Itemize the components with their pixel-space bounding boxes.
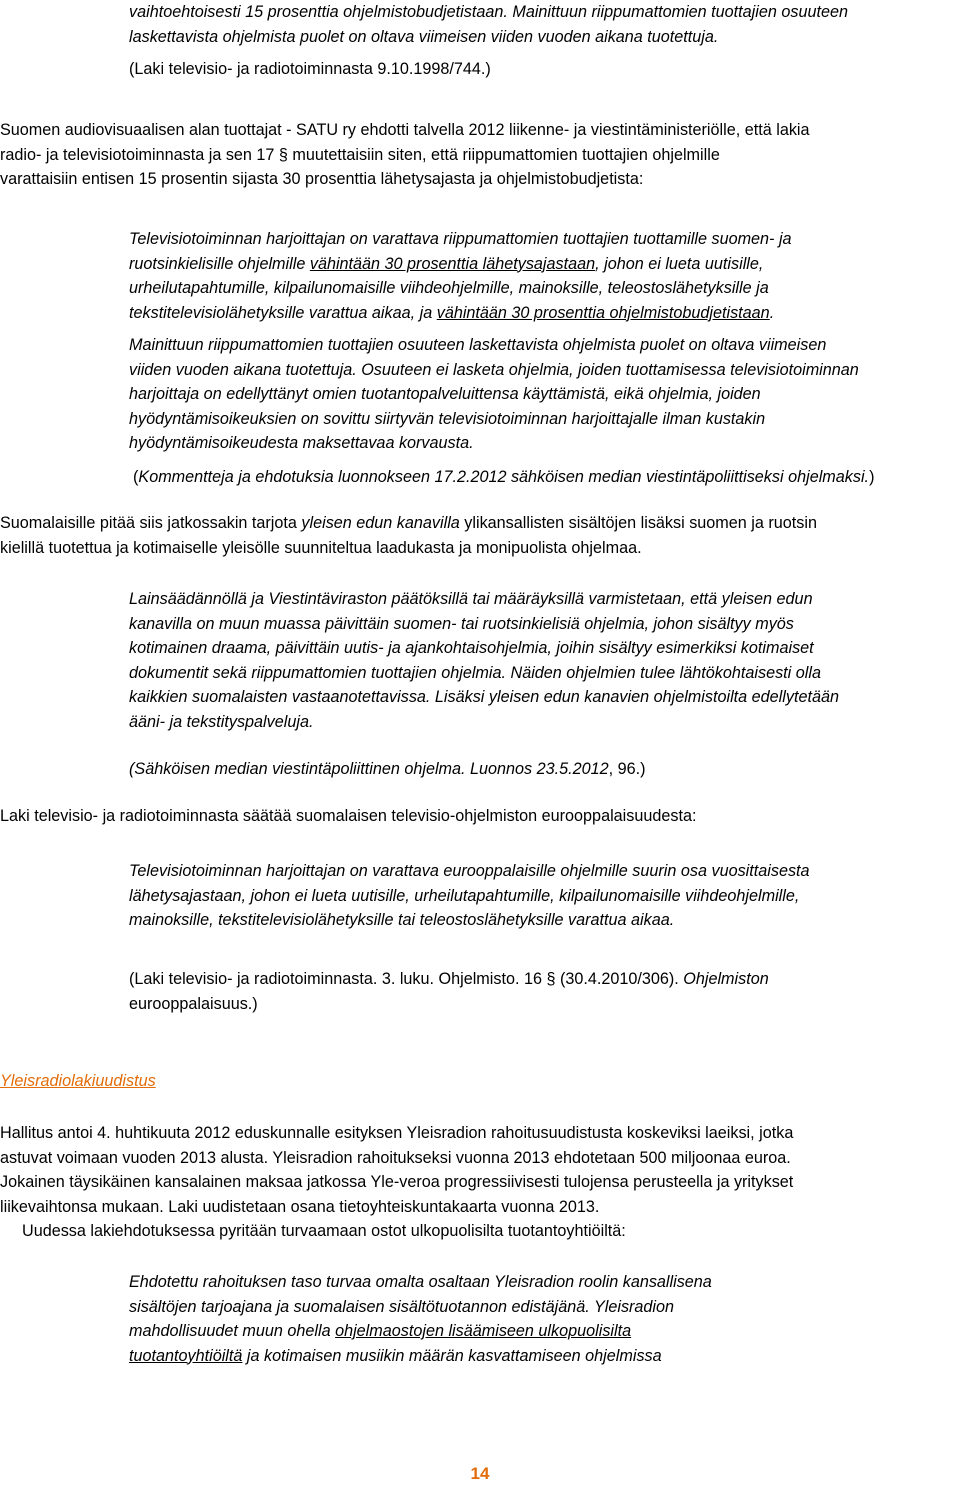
section-heading-text: Yleisradiolakiuudistus	[0, 1072, 156, 1090]
paragraph-line: varattaisiin entisen 15 prosentin sijasta 30 prosenttia lähetysajasta ja ohjelmistobudjetista:	[0, 170, 644, 188]
quote-line: tekstitelevisiolähetyksille varattua aikaa, ja vähintään 30 prosenttia ohjelmistobudjetistaan.	[129, 303, 775, 322]
quote-line: kaikkien suomalaisten vastaanotettavissa. Lisäksi yleisen edun kanavien ohjelmistoilta edellytetään	[129, 688, 839, 706]
quote-line: kanavilla on muun muassa päivittäin suomen- tai ruotsinkielisiä ohjelmia, johon sisältyy myös	[129, 614, 794, 633]
quote-line: harjoittaja on edellyttänyt omien tuotantopalveluittensa käyttämistä, eikä ohjelmia, joiden	[129, 385, 761, 403]
quote-line: Mainittuun riippumattomien tuottajien osuuteen laskettavista ohjelmista puolet on oltava viimeisen	[129, 336, 827, 354]
quote-line: Ehdotettu rahoituksen taso turvaa omalta osaltaan Yleisradion roolin kansallisena	[129, 1273, 712, 1291]
paragraph-line: Laki televisio- ja radiotoiminnasta säätää suomalaisen televisio-ohjelmiston eurooppalaisuudesta:	[0, 807, 697, 825]
top-citation: (Laki televisio- ja radiotoiminnasta 9.10.1998/744.)	[129, 60, 491, 78]
paragraph-line: radio- ja televisiotoiminnasta ja sen 17 § muutettaisiin siten, että riippumattomien tuottajien ohjelmille	[0, 145, 720, 164]
satu-paragraph	[0, 118, 952, 192]
quote-block-2	[129, 333, 930, 489]
quote-line: hyödyntämisoikeuksien on sovittu siirtyvän televisiotoiminnan harjoittajalle ilman kustakin	[129, 409, 766, 428]
quote-citation: (Kommentteja ja ehdotuksia luonnokseen 17.2.2012 sähköisen median viestintäpoliittiseksi ohjelmaksi.)	[133, 467, 875, 486]
paragraph-line: liikevaihtonsa mukaan. Laki uudistetaan osana tietoyhteiskuntakaarta vuonna 2013.	[0, 1197, 600, 1216]
quote-line: mainoksille, tekstitelevisiolähetyksille tai teleostoslähetyksille varattua aikaa.	[129, 911, 675, 929]
emphasis-underline: ohjelmaostojen lisäämiseen ulkopuolisilta	[335, 1322, 632, 1340]
quote-line: dokumentit sekä riippumattomien tuottajien ohjelmia. Näiden ohjelmien tulee lähtökohtaisesti olla	[129, 663, 821, 682]
paragraph-line: Hallitus antoi 4. huhtikuuta 2012 eduskunnalle esityksen Yleisradion rahoitusuudistusta koskeviksi laeiksi, jotka	[0, 1124, 794, 1142]
emphasis-italic: yleisen edun kanavilla	[301, 514, 460, 532]
quote-line: viiden vuoden aikana tuotettuja. Osuuteen ei lasketa ohjelmia, joiden tuottamisessa televisiotoiminnan	[129, 360, 859, 379]
quote-line: kotimainen draama, päivittäin uutis- ja ajankohtaisohjelmia, joihin sisältyy esimerkiksi kotimaiset	[129, 639, 814, 657]
quote-line: sisältöjen tarjoajana ja suomalaisen sisältötuotannon edistäjänä. Yleisradion	[129, 1297, 675, 1316]
top-quote-line: vaihtoehtoisesti 15 prosenttia ohjelmistobudjetistaan. Mainittuun riippumattomien tuottajien osuuteen	[129, 3, 848, 21]
quote-line: ääni- ja tekstityspalveluja.	[129, 712, 314, 731]
citation-line: eurooppalaisuus.)	[129, 994, 258, 1013]
paragraph-line: astuvat voimaan vuoden 2013 alusta. Yleisradion rahoitukseksi vuonna 2013 ehdotetaan 500 miljoonaa euroa.	[0, 1148, 791, 1167]
top-quote	[129, 0, 930, 82]
paragraph-line: Suomalaisille pitää siis jatkossakin tarjota yleisen edun kanavilla ylikansallisten sisältöjen lisäksi suomen ja ruotsin	[0, 514, 817, 532]
paragraph-line: kielillä tuotettua ja kotimaiselle yleisölle suunniteltua laadukasta ja monipuolista ohjelmaa.	[0, 538, 642, 557]
page-number: 14	[470, 1464, 490, 1483]
quote-citation: (Sähköisen median viestintäpoliittinen ohjelma. Luonnos 23.5.2012, 96.)	[129, 760, 646, 778]
quote-line: mahdollisuudet muun ohella ohjelmaostojen lisäämiseen ulkopuolisilta	[129, 1322, 632, 1340]
emphasis-underline: vähintään 30 prosenttia lähetysajastaan	[309, 254, 596, 273]
quote-block-3	[129, 587, 930, 782]
quote-block-4	[129, 859, 930, 933]
paragraph-line: Suomen audiovisuaalisen alan tuottajat - SATU ry ehdotti talvella 2012 liikenne- ja viestintäministeriölle, että lakia	[0, 121, 810, 139]
quote-line: Televisiotoiminnan harjoittajan on varattava riippumattomien tuottajien tuottamille suomen- ja	[129, 230, 792, 248]
quote-block-5	[129, 1270, 930, 1368]
emphasis-underline: vähintään 30 prosenttia ohjelmistobudjetistaan	[436, 303, 770, 322]
quote-block-1	[129, 227, 930, 325]
public-interest-paragraph	[0, 511, 952, 560]
quote-line: ruotsinkielisille ohjelmille vähintään 30 prosenttia lähetysajastaan, johon ei lueta uutisille,	[129, 254, 764, 273]
citation-line: (Laki televisio- ja radiotoiminnasta. 3. luku. Ohjelmisto. 16 § (30.4.2010/306). Ohjelmiston	[129, 970, 769, 988]
quote-line: Televisiotoiminnan harjoittajan on varattava eurooppalaisille ohjelmille suurin osa vuosittaisesta	[129, 862, 810, 880]
quote-line: lähetysajastaan, johon ei lueta uutisille, urheilutapahtumille, kilpailunomaisille viihdeohjelmille,	[129, 886, 800, 905]
quote-line: urheilutapahtumille, kilpailunomaisille viihdeohjelmille, mainoksille, teleostoslähetyksille ja	[129, 279, 769, 297]
quote-line: tuotantoyhtiöiltä ja kotimaisen musiikin määrän kasvattamiseen ohjelmissa	[129, 1346, 662, 1365]
section-heading	[0, 1069, 952, 1094]
quote-line: hyödyntämisoikeudesta maksettavaa korvausta.	[129, 434, 474, 452]
euro-law-paragraph	[0, 804, 952, 829]
paragraph-line: Uudessa lakiehdotuksessa pyritään turvaamaan ostot ulkopuolisilta tuotantoyhtiöiltä:	[22, 1222, 626, 1240]
quote-line: Lainsäädännöllä ja Viestintäviraston päätöksillä tai määräyksillä varmistetaan, että yleisen edun	[129, 590, 813, 608]
euro-citation	[129, 967, 930, 1016]
yle-paragraph	[0, 1121, 952, 1244]
top-quote-line: laskettavista ohjelmista puolet on oltava viimeisen viiden vuoden aikana tuotettuja.	[129, 27, 719, 46]
emphasis-underline: tuotantoyhtiöiltä	[129, 1346, 243, 1365]
paragraph-line: Jokainen täysikäinen kansalainen maksaa jatkossa Yle-veroa progressiivisesti tulojensa perusteella ja yritykset	[0, 1173, 794, 1191]
